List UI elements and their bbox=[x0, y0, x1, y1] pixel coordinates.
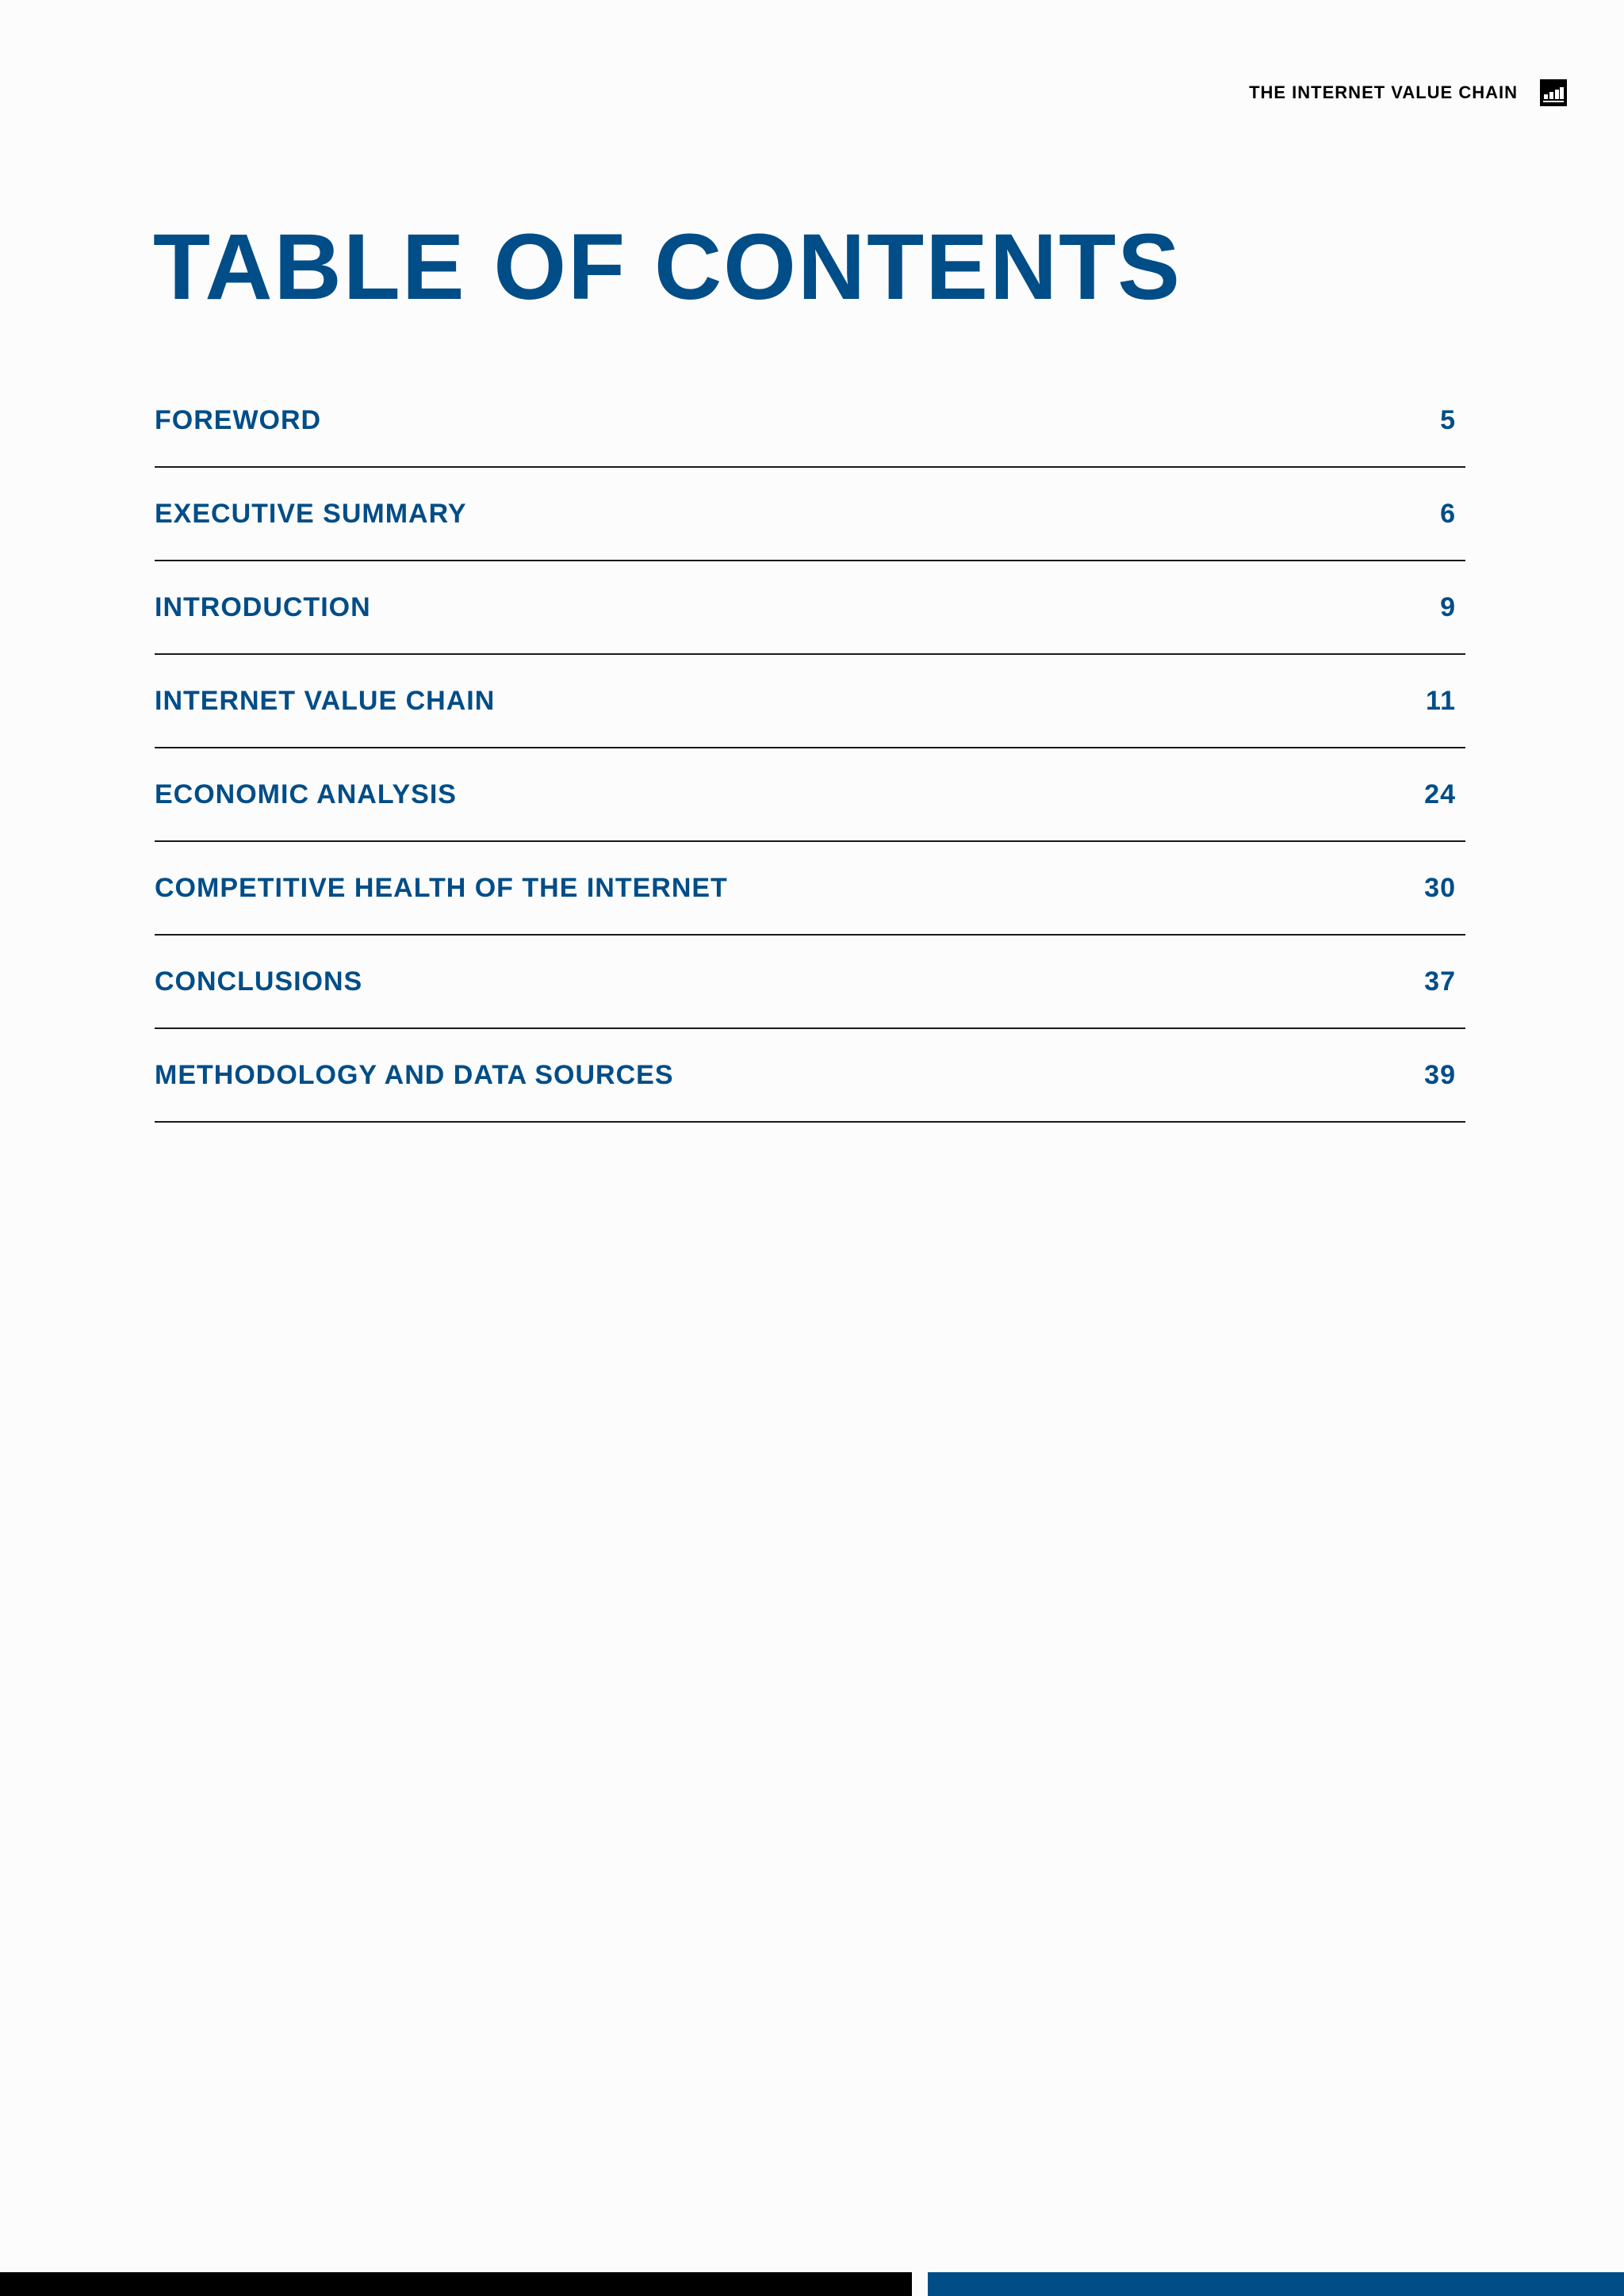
toc-item-label: ECONOMIC ANALYSIS bbox=[155, 779, 457, 809]
toc-item-label: INTRODUCTION bbox=[155, 591, 371, 622]
footer-bar-blue bbox=[928, 2272, 1624, 2296]
toc-item-label: METHODOLOGY AND DATA SOURCES bbox=[155, 1059, 674, 1090]
toc-item-label: FOREWORD bbox=[155, 404, 322, 435]
footer-bar-black bbox=[0, 2272, 912, 2296]
toc-item-economic-analysis[interactable] bbox=[155, 748, 1465, 842]
toc-item-competitive-health[interactable] bbox=[155, 842, 1465, 936]
toc-item-page: 9 bbox=[1440, 591, 1456, 622]
toc-item-page: 30 bbox=[1424, 872, 1456, 903]
toc-item-foreword[interactable] bbox=[155, 374, 1465, 468]
table-of-contents bbox=[155, 374, 1465, 1123]
toc-item-executive-summary[interactable] bbox=[155, 468, 1465, 561]
toc-item-page: 6 bbox=[1440, 498, 1456, 529]
toc-item-page: 5 bbox=[1440, 404, 1456, 435]
toc-item-label: COMPETITIVE HEALTH OF THE INTERNET bbox=[155, 872, 728, 903]
toc-item-conclusions[interactable] bbox=[155, 936, 1465, 1029]
document-title: THE INTERNET VALUE CHAIN bbox=[1249, 82, 1518, 102]
toc-item-page: 11 bbox=[1426, 685, 1456, 716]
toc-item-label: CONCLUSIONS bbox=[155, 966, 363, 997]
toc-item-page: 24 bbox=[1424, 779, 1456, 809]
toc-item-internet-value-chain[interactable] bbox=[155, 655, 1465, 748]
toc-item-methodology[interactable] bbox=[155, 1029, 1465, 1123]
toc-item-page: 39 bbox=[1424, 1059, 1456, 1090]
toc-item-label: EXECUTIVE SUMMARY bbox=[155, 498, 467, 529]
page-title: TABLE OF CONTENTS bbox=[153, 215, 1182, 320]
toc-item-label: INTERNET VALUE CHAIN bbox=[155, 685, 496, 716]
gsma-logo-icon bbox=[1540, 79, 1567, 106]
toc-item-page: 37 bbox=[1424, 966, 1456, 997]
page-header bbox=[1249, 79, 1567, 106]
toc-item-introduction[interactable] bbox=[155, 561, 1465, 655]
